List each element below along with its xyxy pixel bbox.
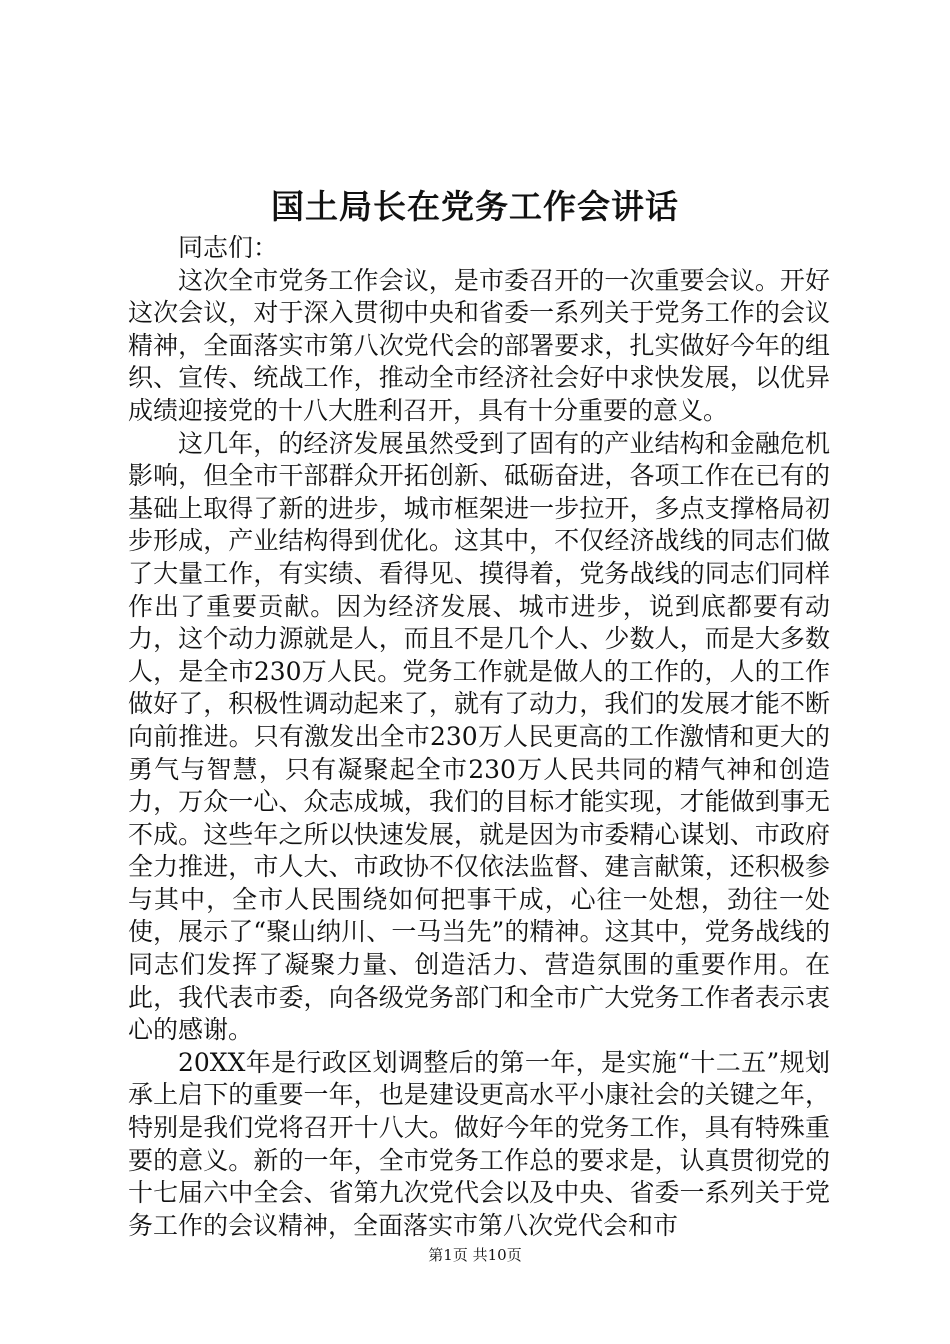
body-paragraph: 这次全市党务工作会议，是市委召开的一次重要会议。开好这次会议，对于深入贯彻中央和省委一系列关于党务工作的会议精神，全面落实市第八次党代会的部署要求，扎实做好今年的组织、宣传、统战工作，推动全市经济社会好中求快发展，以优异成绩迎接党的十八大胜利召开，具有十分重要的意义。	[128, 265, 830, 425]
body-paragraph: 这几年，的经济发展虽然受到了固有的产业结构和金融危机影响，但全市干部群众开拓创新、砥砺奋进，各项工作在已有的基础上取得了新的进步，城市框架进一步拉开，多点支撑格局初步形成，产业结构得到优化。这其中，不仅经济战线的同志们做了大量工作，有实绩、看得见、摸得着，党务战线的同志们同样作出了重要贡献。因为经济发展、城市进步，说到底都要有动力，这个动力源就是人，而且不是几个人、少数人，而是大多数人，是全市230万人民。党务工作就是做人的工作的，人的工作做好了，积极性调动起来了，就有了动力，我们的发展才能不断向前推进。只有激发出全市230万人民更高的工作激情和更大的勇气与智慧，只有凝聚起全市230万人民共同的精气神和创造力，万众一心、众志成城，我们的目标才能实现，才能做到事无不成。这些年之所以快速发展，就是因为市委精心谋划、市政府全力推进，市人大、市政协不仅依法监督、建言献策，还积极参与其中，全市人民围绕如何把事干成，心往一处想，劲往一处使，展示了“聚山纳川、一马当先”的精神。这其中，党务战线的同志们发挥了凝聚力量、创造活力、营造氛围的重要作用。在此，我代表市委，向各级党务部门和全市广大党务工作者表示衷心的感谢。	[128, 428, 830, 1045]
document-title: 国土局长在党务工作会讲话	[271, 187, 679, 226]
body-paragraph: 20XX年是行政区划调整后的第一年，是实施“十二五”规划承上启下的重要一年，也是建设更高水平小康社会的关键之年，特别是我们党将召开十八大。做好今年的党务工作，具有特殊重要的意义。新的一年，全市党务工作总的要求是，认真贯彻党的十七届六中全会、省第九次党代会以及中央、省委一系列关于党务工作的会议精神，全面落实市第八次党代会和市	[128, 1047, 830, 1240]
page-number-footer: 第1页 共10页	[428, 1246, 522, 1264]
salutation-paragraph: 同志们：	[178, 233, 279, 262]
document-body	[128, 232, 830, 1242]
